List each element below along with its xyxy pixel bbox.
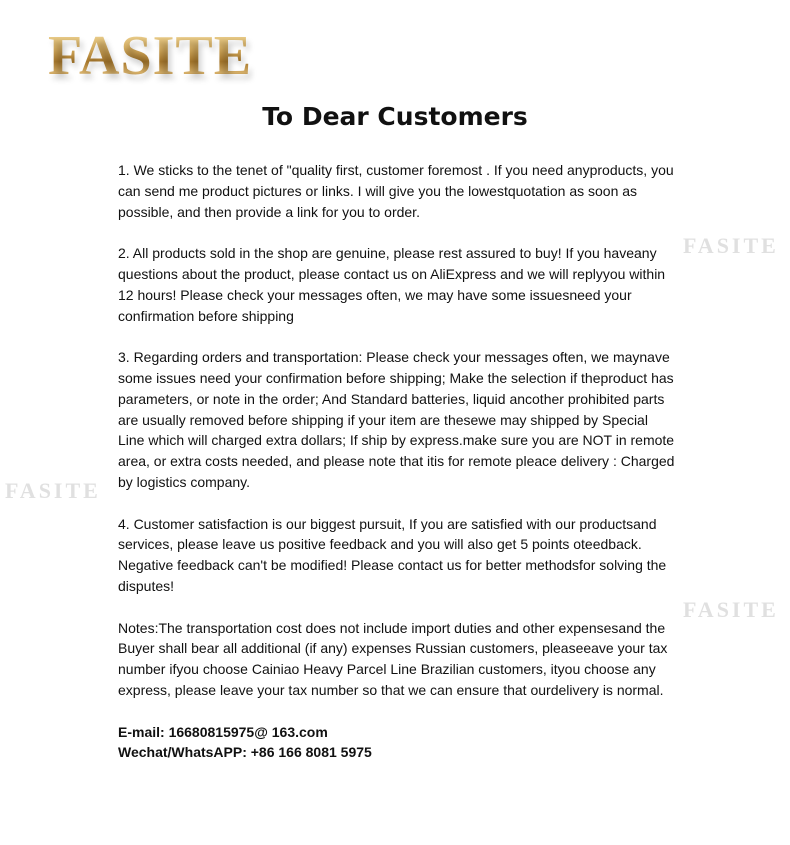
text-line: 12 hours! Please check your messages often, we may have some issuesneed your <box>118 286 632 303</box>
page-title: To Dear Customers <box>262 102 528 131</box>
text-line: number ifyou choose Cainiao Heavy Parcel Line Brazilian customers, ityou choose any <box>118 661 656 678</box>
text-line: services, please leave us positive feedback and you will also get 5 points oteedback. <box>118 536 642 553</box>
text-line: parameters, or note in the order; And Standard batteries, liquid ancother prohibited parts <box>118 390 665 407</box>
text-line: disputes! <box>118 577 175 594</box>
watermark-right-bottom: FASITE <box>683 597 779 622</box>
paragraph-2 <box>118 243 678 326</box>
paragraph-3 <box>118 347 678 493</box>
email-text: E-mail: 16680815975@ 163.com <box>118 723 328 740</box>
watermark-right-top: FASITE <box>683 233 779 258</box>
watermark-left: FASITE <box>5 478 101 503</box>
text-line: some issues need your confirmation before shipping; Make the selection if theproduct has <box>118 369 674 386</box>
contact-info <box>118 722 678 764</box>
wechat-whatsapp-text: Wechat/WhatsAPP: +86 166 8081 5975 <box>118 744 372 761</box>
text-line: Notes:The transportation cost does not include import duties and other expensesand the <box>118 619 666 636</box>
paragraph-4 <box>118 514 678 597</box>
notes-paragraph <box>118 618 678 701</box>
text-line: 3. Regarding orders and transportation: Please check your messages often, we maynave <box>118 349 670 366</box>
text-line: can send me product pictures or links. I will give you the lowestquotation as soon as <box>118 182 638 199</box>
text-line: questions about the product, please contact us on AliExpress and we will replyyou within <box>118 265 666 282</box>
text-line: area, or extra costs needed, and please note that itis for remote pleace delivery : Charged <box>118 453 675 470</box>
text-line: confirmation before shipping <box>118 307 294 324</box>
fasite-logo: FASITE <box>48 25 253 87</box>
text-line: Buyer shall bear all additional (if any) expenses Russian customers, pleaseeave your tax <box>118 640 668 657</box>
text-line: Negative feedback can't be modified! Please contact us for better methodsfor solving the <box>118 557 667 574</box>
text-line: by logistics company. <box>118 473 251 490</box>
text-line: are usually removed before shipping if your item are thesewe may shipped by Special <box>118 411 648 428</box>
text-line: express, please leave your tax number so that we can ensure that ourdelivery is normal. <box>118 681 664 698</box>
text-line: 2. All products sold in the shop are genuine, please rest assured to buy! If you haveany <box>118 245 657 262</box>
paragraph-1 <box>118 160 678 222</box>
document-body <box>118 160 678 763</box>
text-line: 1. We sticks to the tenet of "quality first, customer foremost . If you need anyproducts, you <box>118 162 674 178</box>
text-line: 4. Customer satisfaction is our biggest pursuit, If you are satisfied with our productsand <box>118 515 657 532</box>
text-line: Line which will charged extra dollars; If ship by express.make sure you are NOT in remote <box>118 432 675 449</box>
text-line: possible, and then provide a link for you to order. <box>118 203 420 220</box>
